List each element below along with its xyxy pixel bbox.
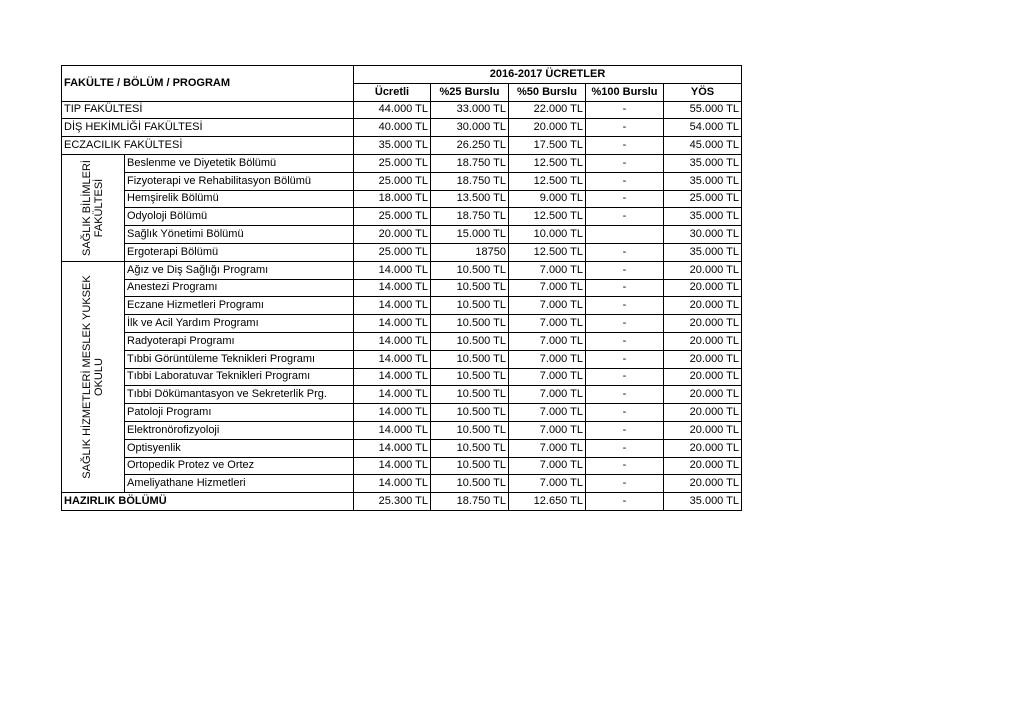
fee-cell-50-scholarship: 7.000 TL bbox=[509, 350, 586, 368]
fee-cell-25-scholarship: 18.750 TL bbox=[431, 208, 509, 226]
fee-cell-25-scholarship: 10.500 TL bbox=[431, 261, 509, 279]
fee-cell-25-scholarship: 10.500 TL bbox=[431, 421, 509, 439]
fee-cell-25-scholarship: 18.750 TL bbox=[431, 493, 509, 511]
table-row bbox=[62, 297, 742, 315]
fee-cell-yos: 20.000 TL bbox=[664, 279, 742, 297]
fee-cell-yos: 20.000 TL bbox=[664, 368, 742, 386]
table-row bbox=[62, 439, 742, 457]
fee-cell-yos: 25.000 TL bbox=[664, 190, 742, 208]
fee-cell-paid: 18.000 TL bbox=[354, 190, 431, 208]
fee-cell-25-scholarship: 10.500 TL bbox=[431, 404, 509, 422]
fee-cell-100-scholarship: - bbox=[586, 332, 664, 350]
fee-cell-yos: 20.000 TL bbox=[664, 421, 742, 439]
fee-cell-50-scholarship: 12.500 TL bbox=[509, 154, 586, 172]
fee-cell-yos: 35.000 TL bbox=[664, 172, 742, 190]
fee-cell-25-scholarship: 10.500 TL bbox=[431, 368, 509, 386]
column-header-100-scholarship: %100 Burslu bbox=[586, 83, 664, 101]
fee-cell-yos: 20.000 TL bbox=[664, 475, 742, 493]
fee-cell-25-scholarship: 10.500 TL bbox=[431, 475, 509, 493]
table-row bbox=[62, 243, 742, 261]
fee-cell-yos: 20.000 TL bbox=[664, 350, 742, 368]
fee-cell-25-scholarship: 30.000 TL bbox=[431, 119, 509, 137]
fee-cell-paid: 14.000 TL bbox=[354, 261, 431, 279]
fee-cell-yos: 20.000 TL bbox=[664, 261, 742, 279]
table-row bbox=[62, 119, 742, 137]
fee-cell-50-scholarship: 12.500 TL bbox=[509, 243, 586, 261]
program-name: Elektronörofizyoloji bbox=[125, 421, 354, 439]
fee-cell-25-scholarship: 18.750 TL bbox=[431, 154, 509, 172]
table-row bbox=[62, 226, 742, 244]
program-name: Fizyoterapi ve Rehabilitasyon Bölümü bbox=[125, 172, 354, 190]
fee-cell-100-scholarship: - bbox=[586, 190, 664, 208]
fee-cell-100-scholarship: - bbox=[586, 208, 664, 226]
fee-cell-yos: 55.000 TL bbox=[664, 101, 742, 119]
fee-cell-yos: 20.000 TL bbox=[664, 315, 742, 333]
table-row bbox=[62, 154, 742, 172]
fee-cell-50-scholarship: 7.000 TL bbox=[509, 297, 586, 315]
fee-cell-yos: 35.000 TL bbox=[664, 493, 742, 511]
fee-cell-100-scholarship: - bbox=[586, 279, 664, 297]
program-name: Eczane Hizmetleri Programı bbox=[125, 297, 354, 315]
fee-cell-paid: 14.000 TL bbox=[354, 386, 431, 404]
column-header-paid: Ücretli bbox=[354, 83, 431, 101]
fee-cell-50-scholarship: 17.500 TL bbox=[509, 137, 586, 155]
program-name: Ameliyathane Hizmetleri bbox=[125, 475, 354, 493]
table-row bbox=[62, 208, 742, 226]
fee-cell-25-scholarship: 10.500 TL bbox=[431, 332, 509, 350]
program-name: İlk ve Acil Yardım Programı bbox=[125, 315, 354, 333]
fee-cell-25-scholarship: 10.500 TL bbox=[431, 457, 509, 475]
fee-cell-paid: 14.000 TL bbox=[354, 439, 431, 457]
fee-cell-25-scholarship: 33.000 TL bbox=[431, 101, 509, 119]
fee-cell-100-scholarship: - bbox=[586, 315, 664, 333]
fee-cell-100-scholarship: - bbox=[586, 421, 664, 439]
fee-cell-25-scholarship: 10.500 TL bbox=[431, 279, 509, 297]
fee-cell-100-scholarship: - bbox=[586, 404, 664, 422]
row-name: HAZIRLIK BÖLÜMÜ bbox=[62, 493, 354, 511]
fee-cell-25-scholarship: 10.500 TL bbox=[431, 386, 509, 404]
faculty-group-label-line: SAĞLIK BİLİMLERİ bbox=[80, 159, 93, 256]
fee-cell-25-scholarship: 13.500 TL bbox=[431, 190, 509, 208]
fee-cell-yos: 20.000 TL bbox=[664, 457, 742, 475]
fee-cell-100-scholarship: - bbox=[586, 137, 664, 155]
fee-cell-50-scholarship: 22.000 TL bbox=[509, 101, 586, 119]
fee-cell-100-scholarship: - bbox=[586, 457, 664, 475]
row-name: DİŞ HEKİMLİĞİ FAKÜLTESİ bbox=[62, 119, 354, 137]
fee-cell-paid: 14.000 TL bbox=[354, 332, 431, 350]
faculty-group-label-line: FAKÜLTESİ bbox=[93, 178, 105, 238]
program-column-header: FAKÜLTE / BÖLÜM / PROGRAM bbox=[62, 66, 354, 102]
fee-cell-50-scholarship: 9.000 TL bbox=[509, 190, 586, 208]
table-row bbox=[62, 404, 742, 422]
fee-cell-100-scholarship: - bbox=[586, 368, 664, 386]
table-row bbox=[62, 421, 742, 439]
fee-cell-yos: 54.000 TL bbox=[664, 119, 742, 137]
fee-cell-100-scholarship: - bbox=[586, 261, 664, 279]
column-header-25-scholarship: %25 Burslu bbox=[431, 83, 509, 101]
fee-cell-yos: 35.000 TL bbox=[664, 154, 742, 172]
row-name: TIP FAKÜLTESİ bbox=[62, 101, 354, 119]
fee-cell-25-scholarship: 18.750 TL bbox=[431, 172, 509, 190]
fee-cell-50-scholarship: 7.000 TL bbox=[509, 332, 586, 350]
table-row bbox=[62, 137, 742, 155]
fees-year-header: 2016-2017 ÜCRETLER bbox=[354, 66, 742, 84]
fee-cell-50-scholarship: 7.000 TL bbox=[509, 368, 586, 386]
row-name: ECZACILIK FAKÜLTESİ bbox=[62, 137, 354, 155]
program-name: Anestezi Programı bbox=[125, 279, 354, 297]
fee-cell-25-scholarship: 10.500 TL bbox=[431, 439, 509, 457]
fee-cell-50-scholarship: 7.000 TL bbox=[509, 386, 586, 404]
fee-cell-paid: 14.000 TL bbox=[354, 368, 431, 386]
table-row bbox=[62, 190, 742, 208]
fee-cell-paid: 14.000 TL bbox=[354, 350, 431, 368]
fee-cell-50-scholarship: 7.000 TL bbox=[509, 315, 586, 333]
fee-cell-yos: 35.000 TL bbox=[664, 243, 742, 261]
fee-cell-100-scholarship: - bbox=[586, 101, 664, 119]
fee-cell-50-scholarship: 10.000 TL bbox=[509, 226, 586, 244]
table-row bbox=[62, 261, 742, 279]
program-name: Ortopedik Protez ve Ortez bbox=[125, 457, 354, 475]
fee-cell-100-scholarship: - bbox=[586, 119, 664, 137]
fee-cell-50-scholarship: 12.500 TL bbox=[509, 172, 586, 190]
fee-cell-100-scholarship: - bbox=[586, 350, 664, 368]
program-name: Hemşirelik Bölümü bbox=[125, 190, 354, 208]
faculty-group-label bbox=[62, 154, 125, 261]
fee-cell-paid: 20.000 TL bbox=[354, 226, 431, 244]
fee-cell-100-scholarship: - bbox=[586, 493, 664, 511]
table-row bbox=[62, 172, 742, 190]
header-row-1 bbox=[62, 66, 742, 84]
table-row bbox=[62, 101, 742, 119]
fees-table bbox=[61, 65, 742, 511]
fees-table-body bbox=[62, 66, 742, 511]
fee-cell-yos: 20.000 TL bbox=[664, 297, 742, 315]
fee-cell-100-scholarship: - bbox=[586, 297, 664, 315]
fee-cell-25-scholarship: 26.250 TL bbox=[431, 137, 509, 155]
fee-cell-paid: 14.000 TL bbox=[354, 457, 431, 475]
fee-cell-50-scholarship: 7.000 TL bbox=[509, 404, 586, 422]
fee-cell-yos: 35.000 TL bbox=[664, 208, 742, 226]
fee-cell-paid: 25.000 TL bbox=[354, 172, 431, 190]
table-row bbox=[62, 315, 742, 333]
faculty-group-label-line: SAĞLIK HİZMETLERİ MESLEK YUKSEK bbox=[80, 275, 93, 479]
fee-cell-yos: 20.000 TL bbox=[664, 386, 742, 404]
fee-cell-yos: 20.000 TL bbox=[664, 404, 742, 422]
fee-cell-yos: 45.000 TL bbox=[664, 137, 742, 155]
program-name: Ağız ve Diş Sağlığı Programı bbox=[125, 261, 354, 279]
fee-cell-100-scholarship: - bbox=[586, 439, 664, 457]
fee-cell-yos: 20.000 TL bbox=[664, 332, 742, 350]
program-name: Odyoloji Bölümü bbox=[125, 208, 354, 226]
fee-cell-100-scholarship bbox=[586, 226, 664, 244]
program-name: Ergoterapi Bölümü bbox=[125, 243, 354, 261]
fee-cell-50-scholarship: 7.000 TL bbox=[509, 261, 586, 279]
table-row bbox=[62, 368, 742, 386]
program-name: Tıbbi Görüntüleme Teknikleri Programı bbox=[125, 350, 354, 368]
fee-cell-paid: 14.000 TL bbox=[354, 315, 431, 333]
program-name: Optisyenlik bbox=[125, 439, 354, 457]
fee-cell-100-scholarship: - bbox=[586, 386, 664, 404]
fee-cell-25-scholarship: 15.000 TL bbox=[431, 226, 509, 244]
column-header-yos: YÖS bbox=[664, 83, 742, 101]
table-row bbox=[62, 386, 742, 404]
fee-cell-100-scholarship: - bbox=[586, 172, 664, 190]
fee-cell-25-scholarship: 18750 bbox=[431, 243, 509, 261]
table-row bbox=[62, 332, 742, 350]
table-row bbox=[62, 475, 742, 493]
fee-cell-50-scholarship: 7.000 TL bbox=[509, 439, 586, 457]
fee-cell-25-scholarship: 10.500 TL bbox=[431, 350, 509, 368]
fee-cell-paid: 25.300 TL bbox=[354, 493, 431, 511]
fee-cell-50-scholarship: 7.000 TL bbox=[509, 421, 586, 439]
program-name: Tıbbi Laboratuvar Teknikleri Programı bbox=[125, 368, 354, 386]
fee-cell-paid: 14.000 TL bbox=[354, 421, 431, 439]
fee-cell-yos: 20.000 TL bbox=[664, 439, 742, 457]
fee-cell-50-scholarship: 12.650 TL bbox=[509, 493, 586, 511]
faculty-group-label-line: OKULU bbox=[93, 357, 105, 396]
fee-cell-50-scholarship: 7.000 TL bbox=[509, 457, 586, 475]
fee-cell-paid: 14.000 TL bbox=[354, 279, 431, 297]
fee-cell-paid: 25.000 TL bbox=[354, 243, 431, 261]
fee-cell-paid: 25.000 TL bbox=[354, 208, 431, 226]
fee-cell-100-scholarship: - bbox=[586, 154, 664, 172]
program-name: Tıbbi Dökümantasyon ve Sekreterlik Prg. bbox=[125, 386, 354, 404]
fee-cell-paid: 40.000 TL bbox=[354, 119, 431, 137]
fee-cell-100-scholarship: - bbox=[586, 243, 664, 261]
fee-cell-50-scholarship: 7.000 TL bbox=[509, 475, 586, 493]
table-row bbox=[62, 279, 742, 297]
fee-cell-paid: 35.000 TL bbox=[354, 137, 431, 155]
fee-cell-50-scholarship: 20.000 TL bbox=[509, 119, 586, 137]
fee-cell-25-scholarship: 10.500 TL bbox=[431, 297, 509, 315]
column-header-50-scholarship: %50 Burslu bbox=[509, 83, 586, 101]
program-name: Beslenme ve Diyetetik Bölümü bbox=[125, 154, 354, 172]
fee-cell-paid: 14.000 TL bbox=[354, 404, 431, 422]
table-row bbox=[62, 493, 742, 511]
faculty-group-label bbox=[62, 261, 125, 492]
program-name: Radyoterapi Programı bbox=[125, 332, 354, 350]
fee-cell-25-scholarship: 10.500 TL bbox=[431, 315, 509, 333]
table-row bbox=[62, 350, 742, 368]
fee-cell-paid: 14.000 TL bbox=[354, 475, 431, 493]
program-name: Sağlık Yönetimi Bölümü bbox=[125, 226, 354, 244]
fee-cell-paid: 25.000 TL bbox=[354, 154, 431, 172]
fee-cell-yos: 30.000 TL bbox=[664, 226, 742, 244]
table-row bbox=[62, 457, 742, 475]
fee-cell-50-scholarship: 12.500 TL bbox=[509, 208, 586, 226]
fee-cell-paid: 44.000 TL bbox=[354, 101, 431, 119]
fee-cell-50-scholarship: 7.000 TL bbox=[509, 279, 586, 297]
program-name: Patoloji Programı bbox=[125, 404, 354, 422]
fee-cell-100-scholarship: - bbox=[586, 475, 664, 493]
fee-cell-paid: 14.000 TL bbox=[354, 297, 431, 315]
